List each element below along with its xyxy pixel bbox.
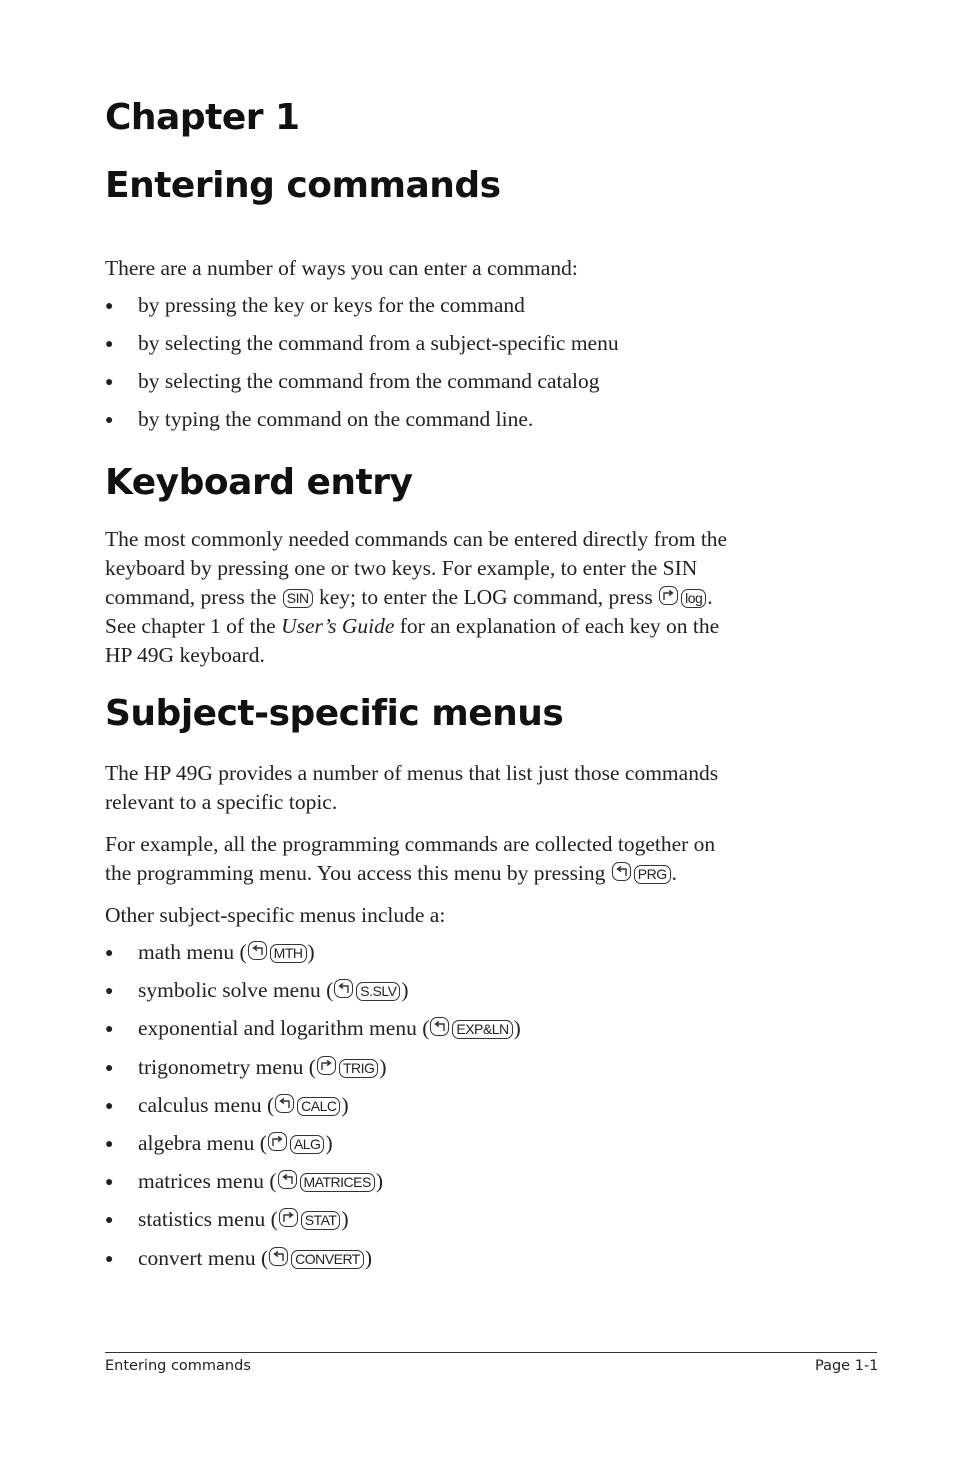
- right-shift-key-icon: [659, 586, 678, 605]
- left-shift-key-icon: [612, 862, 631, 881]
- bullet-icon: ●: [105, 337, 114, 352]
- left-shift-key-icon: [248, 941, 267, 960]
- bullet-icon: ●: [105, 413, 114, 428]
- list-item: ● convert menu ( CONVERT ): [105, 1244, 372, 1274]
- right-shift-key-icon: [279, 1208, 298, 1227]
- right-shift-key-icon: [317, 1056, 336, 1075]
- menu-key-icon: MATRICES: [300, 1173, 375, 1192]
- left-shift-key-icon: [430, 1017, 449, 1036]
- users-guide-title: User’s Guide: [281, 614, 395, 638]
- list-item: ● by typing the command on the command line.: [105, 405, 533, 435]
- bullet-icon: ●: [105, 1251, 114, 1267]
- list-item: ● algebra menu ( ALG ): [105, 1129, 333, 1159]
- menu-key-icon: S.SLV: [356, 982, 400, 1001]
- menus-paragraph-3: Other subject-specific menus include a:: [105, 903, 446, 927]
- list-item: ● by selecting the command from a subject-specific menu: [105, 329, 619, 359]
- list-item: ● by selecting the command from the command catalog: [105, 367, 600, 397]
- list-item: ● trigonometry menu ( TRIG ): [105, 1053, 387, 1083]
- log-key-icon: log: [681, 589, 706, 608]
- left-shift-key-icon: [269, 1247, 288, 1266]
- bullet-icon: ●: [105, 1022, 114, 1038]
- menu-key-icon: EXP&LN: [452, 1020, 512, 1039]
- list-item: ● statistics menu ( STAT ): [105, 1205, 349, 1235]
- sin-key-icon: SIN: [283, 589, 313, 608]
- bullet-icon: ●: [105, 984, 114, 1000]
- menu-key-icon: MTH: [270, 944, 307, 963]
- intro-paragraph: There are a number of ways you can enter a command:: [105, 256, 578, 280]
- chapter-label: Chapter 1: [105, 97, 300, 138]
- bullet-icon: ●: [105, 946, 114, 961]
- menus-paragraph-2: For example, all the programming commands are collected together on the programming menu. You access this menu by pressing PRG .: [105, 832, 716, 885]
- menu-key-icon: STAT: [301, 1211, 341, 1230]
- menu-key-icon: ALG: [290, 1135, 325, 1154]
- keyboard-entry-paragraph: The most commonly needed commands can be entered directly from the keyboard by pressing one or two keys. For example, to enter the SIN command, press the SIN key; to enter the LOG command, press log . See chapter 1 of the User’s Guide for an explanation of each key on the HP 49G keyboard.: [105, 527, 728, 667]
- list-item: ● calculus menu ( CALC ): [105, 1091, 349, 1121]
- list-item: ● math menu ( MTH ): [105, 938, 315, 968]
- menus-paragraph-1: The HP 49G provides a number of menus that list just those commands relevant to a specific topic.: [105, 761, 719, 814]
- list-item: ● by pressing the key or keys for the command: [105, 291, 525, 321]
- menu-key-icon: TRIG: [339, 1059, 378, 1078]
- bullet-icon: ●: [105, 375, 114, 390]
- left-shift-key-icon: [278, 1170, 297, 1189]
- menu-key-icon: CONVERT: [291, 1250, 364, 1269]
- list-item: ● matrices menu ( MATRICES ): [105, 1167, 383, 1197]
- bullet-icon: ●: [105, 1175, 114, 1191]
- footer-divider: [105, 1352, 877, 1353]
- list-item: ● exponential and logarithm menu ( EXP&LN ): [105, 1014, 521, 1044]
- bullet-icon: ●: [105, 1060, 114, 1076]
- menu-key-icon: CALC: [297, 1097, 340, 1116]
- right-shift-key-icon: [268, 1132, 287, 1151]
- subject-menus-heading: Subject-specific menus: [105, 693, 564, 734]
- left-shift-key-icon: [275, 1094, 294, 1113]
- list-item: ● symbolic solve menu ( S.SLV ): [105, 976, 409, 1006]
- keyboard-entry-heading: Keyboard entry: [105, 462, 413, 503]
- left-shift-key-icon: [334, 979, 353, 998]
- bullet-icon: ●: [105, 1137, 114, 1152]
- chapter-title: Entering commands: [105, 165, 501, 206]
- bullet-icon: ●: [105, 299, 114, 314]
- bullet-icon: ●: [105, 1098, 114, 1114]
- prg-key-icon: PRG: [634, 865, 671, 884]
- footer-section-title: Entering commands: [105, 1358, 251, 1374]
- page-number: Page 1-1: [815, 1358, 879, 1374]
- bullet-icon: ●: [105, 1213, 114, 1229]
